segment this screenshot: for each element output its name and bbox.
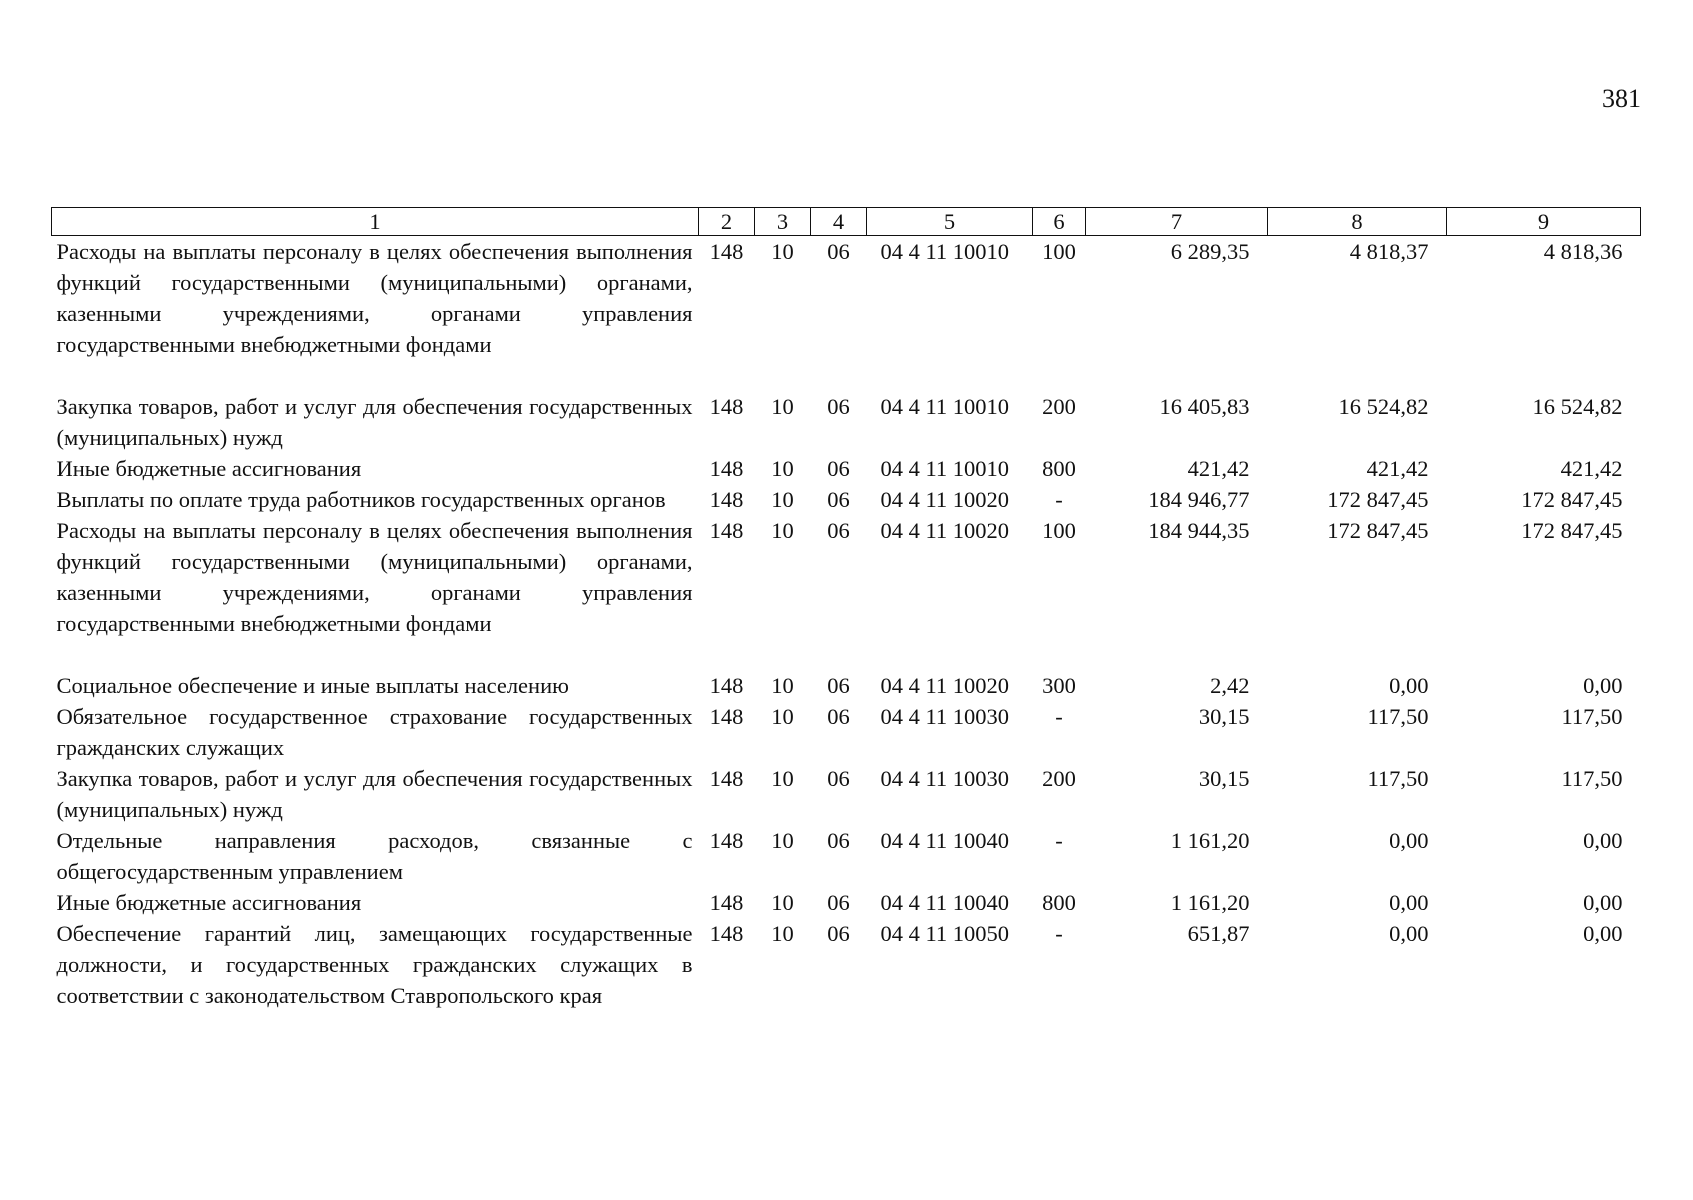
ministry-code: 148 — [709, 704, 744, 729]
expense-type-code: 200 — [1042, 394, 1076, 419]
amount-col-9: 0,00 — [1583, 673, 1623, 698]
expense-type-code: - — [1055, 704, 1063, 729]
amount-col-9: 0,00 — [1583, 890, 1623, 915]
amount-col-7: 1 161,20 — [1170, 828, 1250, 853]
ministry-code: 148 — [709, 394, 744, 419]
target-article-code: 04 4 11 10010 — [880, 239, 1010, 264]
expense-type-code: 300 — [1042, 673, 1076, 698]
expense-type-code: 800 — [1042, 890, 1076, 915]
target-article-code: 04 4 11 10010 — [880, 394, 1010, 419]
column-header: 4 — [811, 208, 867, 236]
amount-col-9: 4 818,36 — [1543, 239, 1623, 264]
subsection-code: 06 — [827, 828, 850, 853]
row-description: Закупка товаров, работ и услуг для обеспечения государственных (муниципальных) нужд — [56, 394, 693, 450]
budget-table — [51, 207, 1641, 1011]
column-header: 5 — [867, 208, 1033, 236]
column-header: 3 — [755, 208, 811, 236]
row-description: Обязательное государственное страхование государственных гражданских служащих — [56, 704, 693, 760]
subsection-code: 06 — [827, 487, 850, 512]
section-code: 10 — [771, 487, 794, 512]
subsection-code: 06 — [827, 456, 850, 481]
amount-col-9: 117,50 — [1561, 766, 1623, 791]
expense-type-code: - — [1055, 487, 1063, 512]
row-description: Отдельные направления расходов, связанные с общегосударственным управлением — [56, 828, 693, 884]
row-description: Иные бюджетные ассигнования — [56, 890, 362, 915]
amount-col-8: 172 847,45 — [1327, 487, 1429, 512]
column-header: 1 — [52, 208, 699, 236]
amount-col-8: 117,50 — [1367, 704, 1429, 729]
amount-col-7: 421,42 — [1187, 456, 1250, 481]
amount-col-8: 172 847,45 — [1327, 518, 1429, 543]
section-code: 10 — [771, 518, 794, 543]
amount-col-9: 16 524,82 — [1532, 394, 1623, 419]
amount-col-7: 2,42 — [1210, 673, 1250, 698]
table-row — [52, 391, 1641, 453]
target-article-code: 04 4 11 10040 — [880, 890, 1010, 915]
target-article-code: 04 4 11 10050 — [880, 921, 1010, 946]
table-row — [52, 887, 1641, 918]
column-header: 7 — [1086, 208, 1268, 236]
target-article-code: 04 4 11 10030 — [880, 766, 1010, 791]
ministry-code: 148 — [709, 828, 744, 853]
column-header: 2 — [699, 208, 755, 236]
row-description: Выплаты по оплате труда работников государственных органов — [56, 487, 666, 512]
target-article-code: 04 4 11 10020 — [880, 673, 1010, 698]
ministry-code: 148 — [709, 673, 744, 698]
table-row — [52, 236, 1641, 392]
table-row — [52, 763, 1641, 825]
amount-col-8: 0,00 — [1389, 828, 1429, 853]
section-code: 10 — [771, 921, 794, 946]
expense-type-code: 800 — [1042, 456, 1076, 481]
column-header: 6 — [1033, 208, 1086, 236]
table-header — [52, 208, 1641, 236]
subsection-code: 06 — [827, 518, 850, 543]
header-row — [52, 208, 1641, 236]
expense-type-code: 100 — [1042, 518, 1076, 543]
amount-col-7: 184 946,77 — [1148, 487, 1250, 512]
expense-type-code: - — [1055, 828, 1063, 853]
amount-col-9: 0,00 — [1583, 828, 1623, 853]
ministry-code: 148 — [709, 921, 744, 946]
subsection-code: 06 — [827, 921, 850, 946]
expense-type-code: - — [1055, 921, 1063, 946]
table-row — [52, 453, 1641, 484]
amount-col-8: 0,00 — [1389, 673, 1429, 698]
amount-col-9: 172 847,45 — [1521, 518, 1623, 543]
amount-col-8: 4 818,37 — [1349, 239, 1429, 264]
section-code: 10 — [771, 766, 794, 791]
table-row — [52, 484, 1641, 515]
row-description: Расходы на выплаты персоналу в целях обеспечения выполнения функций государственными (муниципальными) органами, казенными учреждениями, органами управления государственными внебюджетными фондами — [56, 518, 693, 636]
amount-col-9: 172 847,45 — [1521, 487, 1623, 512]
subsection-code: 06 — [827, 890, 850, 915]
ministry-code: 148 — [709, 518, 744, 543]
subsection-code: 06 — [827, 673, 850, 698]
row-description: Закупка товаров, работ и услуг для обеспечения государственных (муниципальных) нужд — [56, 766, 693, 822]
expense-type-code: 100 — [1042, 239, 1076, 264]
ministry-code: 148 — [709, 890, 744, 915]
subsection-code: 06 — [827, 394, 850, 419]
row-description: Расходы на выплаты персоналу в целях обеспечения выполнения функций государственными (муниципальными) органами, казенными учреждениями, органами управления государственными внебюджетными фондами — [56, 239, 693, 357]
amount-col-9: 0,00 — [1583, 921, 1623, 946]
subsection-code: 06 — [827, 766, 850, 791]
amount-col-7: 1 161,20 — [1170, 890, 1250, 915]
target-article-code: 04 4 11 10020 — [880, 518, 1010, 543]
row-description: Социальное обеспечение и иные выплаты населению — [56, 673, 569, 698]
amount-col-8: 421,42 — [1366, 456, 1429, 481]
target-article-code: 04 4 11 10020 — [880, 487, 1010, 512]
column-header: 9 — [1447, 208, 1641, 236]
amount-col-7: 6 289,35 — [1170, 239, 1250, 264]
table-row — [52, 918, 1641, 1011]
amount-col-7: 30,15 — [1198, 766, 1250, 791]
table-row — [52, 701, 1641, 763]
table-row — [52, 825, 1641, 887]
target-article-code: 04 4 11 10030 — [880, 704, 1010, 729]
column-header: 8 — [1268, 208, 1447, 236]
amount-col-8: 117,50 — [1367, 766, 1429, 791]
section-code: 10 — [771, 394, 794, 419]
section-code: 10 — [771, 704, 794, 729]
section-code: 10 — [771, 890, 794, 915]
subsection-code: 06 — [827, 704, 850, 729]
section-code: 10 — [771, 456, 794, 481]
section-code: 10 — [771, 239, 794, 264]
section-code: 10 — [771, 828, 794, 853]
amount-col-7: 184 944,35 — [1148, 518, 1250, 543]
amount-col-7: 30,15 — [1198, 704, 1250, 729]
amount-col-9: 117,50 — [1561, 704, 1623, 729]
table-row — [52, 515, 1641, 670]
ministry-code: 148 — [709, 456, 744, 481]
table-row — [52, 670, 1641, 701]
subsection-code: 06 — [827, 239, 850, 264]
ministry-code: 148 — [709, 766, 744, 791]
expense-type-code: 200 — [1042, 766, 1076, 791]
amount-col-9: 421,42 — [1560, 456, 1623, 481]
target-article-code: 04 4 11 10040 — [880, 828, 1010, 853]
amount-col-8: 0,00 — [1389, 921, 1429, 946]
amount-col-8: 16 524,82 — [1338, 394, 1429, 419]
row-description: Иные бюджетные ассигнования — [56, 456, 362, 481]
ministry-code: 148 — [709, 487, 744, 512]
amount-col-7: 16 405,83 — [1159, 394, 1250, 419]
row-description: Обеспечение гарантий лиц, замещающих государственные должности, и государственных гражданских служащих в соответствии с законодательством Ставропольского края — [56, 921, 693, 1008]
target-article-code: 04 4 11 10010 — [880, 456, 1010, 481]
page-number: 381 — [1602, 84, 1641, 113]
table-body — [52, 236, 1641, 1012]
amount-col-8: 0,00 — [1389, 890, 1429, 915]
ministry-code: 148 — [709, 239, 744, 264]
section-code: 10 — [771, 673, 794, 698]
amount-col-7: 651,87 — [1187, 921, 1250, 946]
